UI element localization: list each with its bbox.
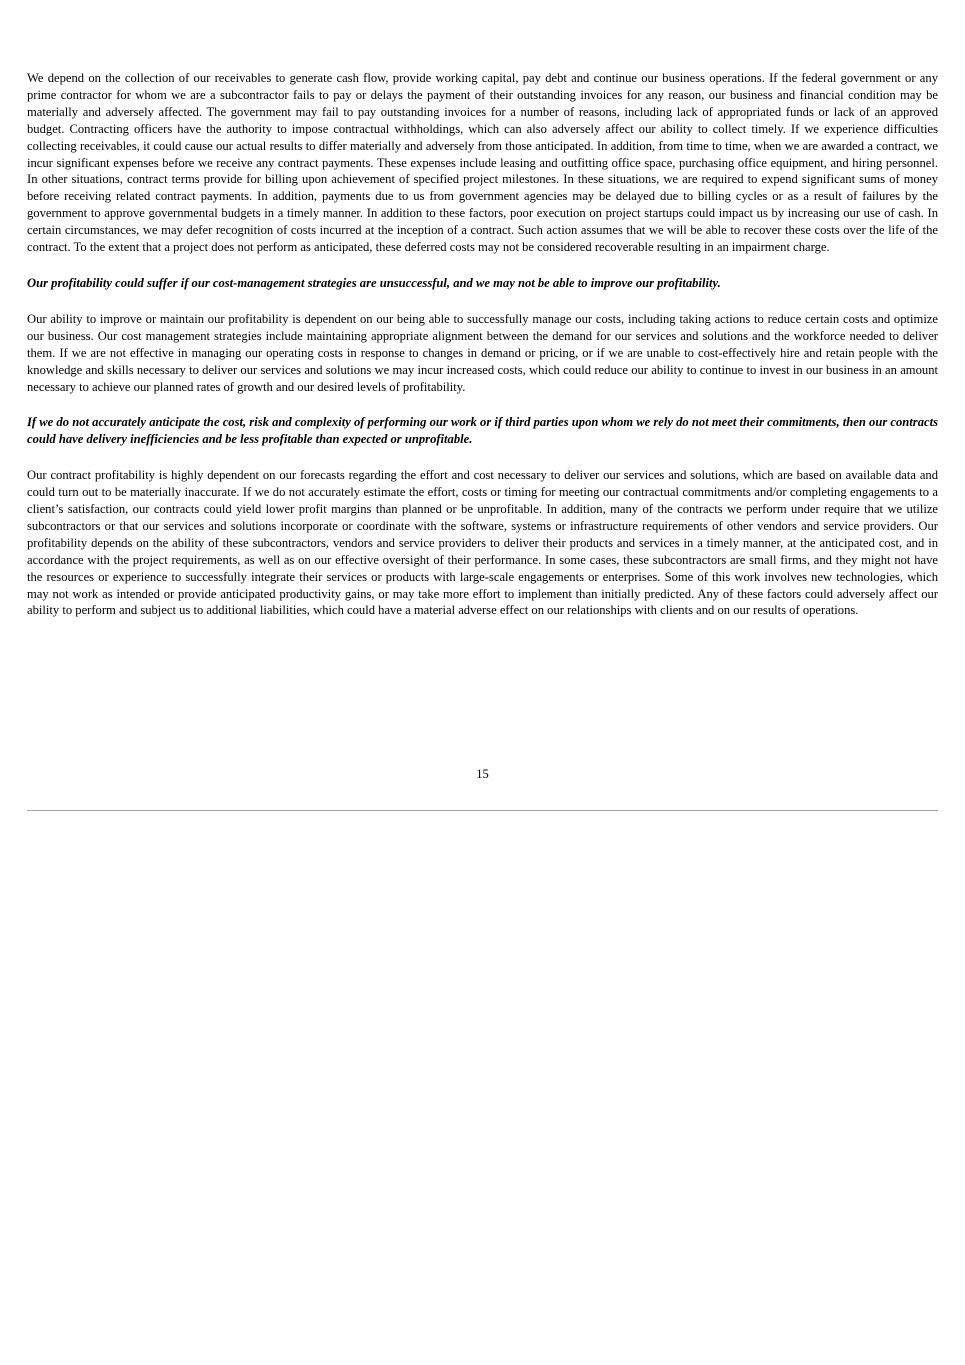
cost-management-paragraph: Our ability to improve or maintain our profitability is dependent on our being able to successfully manage our costs, including taking actions to reduce certain costs and optimize our business. Our cost management strategies include maintaining appropriate alignment between the demand for our services and solutions and the workforce needed to deliver them. If we are not effective in managing our operating costs in response to changes in demand or pricing, or if we are unable to cost-effectively hire and retain people with the knowledge and skills necessary to deliver our services and solutions we may incur increased costs, which could reduce our ability to continue to invest in our business in an amount necessary to achieve our planned rates of growth and our desired levels of profitability.	[27, 311, 938, 394]
page-number: 15	[476, 767, 489, 781]
document-body	[27, 70, 938, 619]
contract-profitability-paragraph: Our contract profitability is highly dependent on our forecasts regarding the effort and cost necessary to deliver our services and solutions, which are based on available data and could turn out to be materially inaccurate. If we do not accurately estimate the effort, costs or timing for meeting our contractual commitments and/or completing engagements to a client’s satisfaction, our contracts could yield lower profit margins than planned or be unprofitable. In addition, many of the contracts we perform under require that we utilize subcontractors or that our services and solutions incorporate or coordinate with the software, systems or infrastructure requirements of other vendors and service providers. Our profitability depends on the ability of these subcontractors, vendors and service providers to deliver their products and services in a timely manner, at the anticipated cost, and in accordance with the project requirements, as well as on our effective oversight of their performance. In some cases, these subcontractors are small firms, and they might not have the resources or experience to successfully integrate their services or products with large-scale engagements or enterprises. Some of this work involves new technologies, which may not work as intended or provide anticipated productivity gains, or may take more effort to implement than initially predicted. Any of these factors could adversely affect our ability to perform and subject us to additional liabilities, which could have a material adverse effect on our relationships with clients and on our results of operations.	[27, 468, 938, 618]
contract-risk-heading: If we do not accurately anticipate the cost, risk and complexity of performing our work or if third parties upon whom we rely do not meet their commitments, then our contracts could have delivery inefficiencies and be less profitable than expected or unprofitable.	[27, 415, 938, 447]
spacer	[27, 448, 938, 467]
spacer	[27, 292, 938, 311]
spacer	[27, 256, 938, 275]
page-divider	[27, 810, 938, 811]
spacer	[27, 395, 938, 414]
receivables-paragraph: We depend on the collection of our receivables to generate cash flow, provide working capital, pay debt and continue our business operations. If the federal government or any prime contractor for whom we are a subcontractor fails to pay or delays the payment of their outstanding invoices for any reason, our business and financial condition may be materially and adversely affected. The government may fail to pay outstanding invoices for a number of reasons, including lack of appropriated funds or lack of an approved budget. Contracting officers have the authority to impose contractual withholdings, which can also adversely affect our ability to collect timely. If we experience difficulties collecting receivables, it could cause our actual results to differ materially and adversely from those anticipated. In addition, from time to time, when we are awarded a contract, we incur significant expenses before we receive any contract payments. These expenses include leasing and outfitting office space, purchasing office equipment, and hiring personnel. In other situations, contract terms provide for billing upon achievement of specified project milestones. In these situations, we are required to expend significant sums of money before receiving related contract payments. In addition, payments due to us from government agencies may be delayed due to billing cycles or as a result of failures by the government to approve governmental budgets in a timely manner. In addition to these factors, poor execution on project startups could impact us by increasing our use of cash. In certain circumstances, we may defer recognition of costs incurred at the inception of a contract. Such action assumes that we will be able to recover these costs over the life of the contract. To the extent that a project does not perform as anticipated, these deferred costs may not be considered recoverable resulting in an impairment charge.	[27, 71, 938, 255]
cost-management-risk-heading: Our profitability could suffer if our cost-management strategies are unsuccessful, and we may not be able to improve our profitability.	[27, 275, 721, 290]
